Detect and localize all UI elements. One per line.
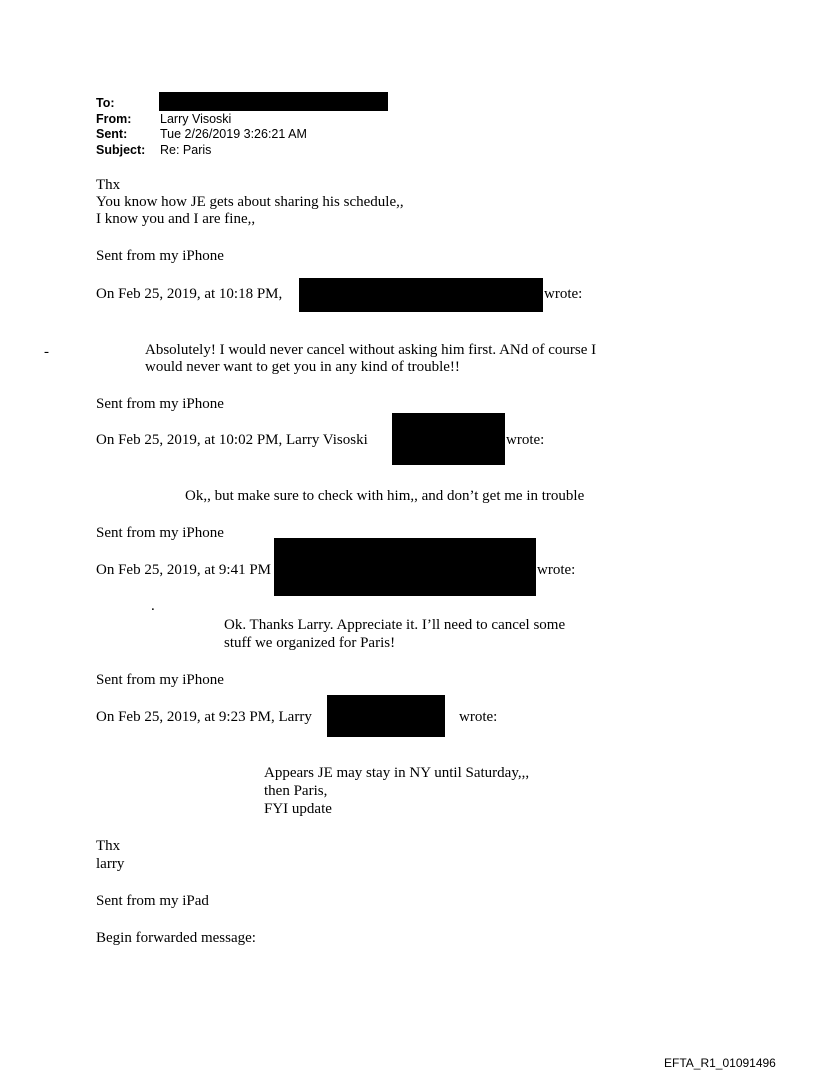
document-id: EFTA_R1_01091496 [664, 1056, 776, 1070]
message-4-line-2: then Paris, [264, 783, 328, 799]
from-label: From: [96, 112, 132, 126]
quote-attribution-3: On Feb 25, 2019, at 9:41 PM [96, 562, 272, 578]
message-3-line-2: stuff we organized for Paris! [224, 635, 396, 651]
quote-wrote-2: wrote: [506, 432, 545, 448]
subject-label: Subject: [96, 143, 146, 157]
message-4-line-1: Appears JE may stay in NY until Saturday,,, [264, 765, 530, 781]
redaction-sender-4 [327, 695, 445, 737]
reply-line-2: You know how JE gets about sharing his schedule,, [96, 194, 404, 210]
redaction-sender-3 [274, 538, 536, 596]
stray-dot: . [151, 598, 155, 614]
closing-line-2: larry [96, 856, 125, 872]
subject-value: Re: Paris [160, 143, 212, 157]
margin-mark: - [44, 344, 49, 360]
message-4-line-3: FYI update [264, 801, 332, 817]
quote-attribution-1: On Feb 25, 2019, at 10:18 PM, [96, 286, 283, 302]
sent-value: Tue 2/26/2019 3:26:21 AM [160, 127, 307, 141]
closing-line-1: Thx [96, 838, 121, 854]
quote-attribution-4: On Feb 25, 2019, at 9:23 PM, Larry [96, 709, 312, 725]
quote-wrote-1: wrote: [544, 286, 583, 302]
quote-wrote-4: wrote: [459, 709, 498, 725]
forwarded-message-label: Begin forwarded message: [96, 930, 256, 946]
reply-line-1: Thx [96, 177, 121, 193]
signature-1: Sent from my iPhone [96, 248, 224, 264]
signature-3: Sent from my iPhone [96, 525, 224, 541]
to-label: To: [96, 96, 115, 110]
redaction-sender-2 [392, 413, 505, 465]
message-3-line-1: Ok. Thanks Larry. Appreciate it. I’ll need to cancel some [224, 617, 566, 633]
from-value: Larry Visoski [160, 112, 232, 126]
redaction-to [159, 92, 388, 111]
quote-wrote-3: wrote: [537, 562, 576, 578]
redaction-sender-1 [299, 278, 543, 312]
signature-5: Sent from my iPad [96, 893, 209, 909]
signature-4: Sent from my iPhone [96, 672, 224, 688]
message-2: Ok,, but make sure to check with him,, and don’t get me in trouble [185, 488, 585, 504]
sent-label: Sent: [96, 127, 128, 141]
signature-2: Sent from my iPhone [96, 396, 224, 412]
message-1-line-1: Absolutely! I would never cancel without asking him first. ANd of course I [145, 342, 597, 358]
message-1-line-2: would never want to get you in any kind of trouble!! [145, 359, 460, 375]
quote-attribution-2: On Feb 25, 2019, at 10:02 PM, Larry Visoski [96, 432, 368, 448]
reply-line-3: I know you and I are fine,, [96, 211, 256, 227]
